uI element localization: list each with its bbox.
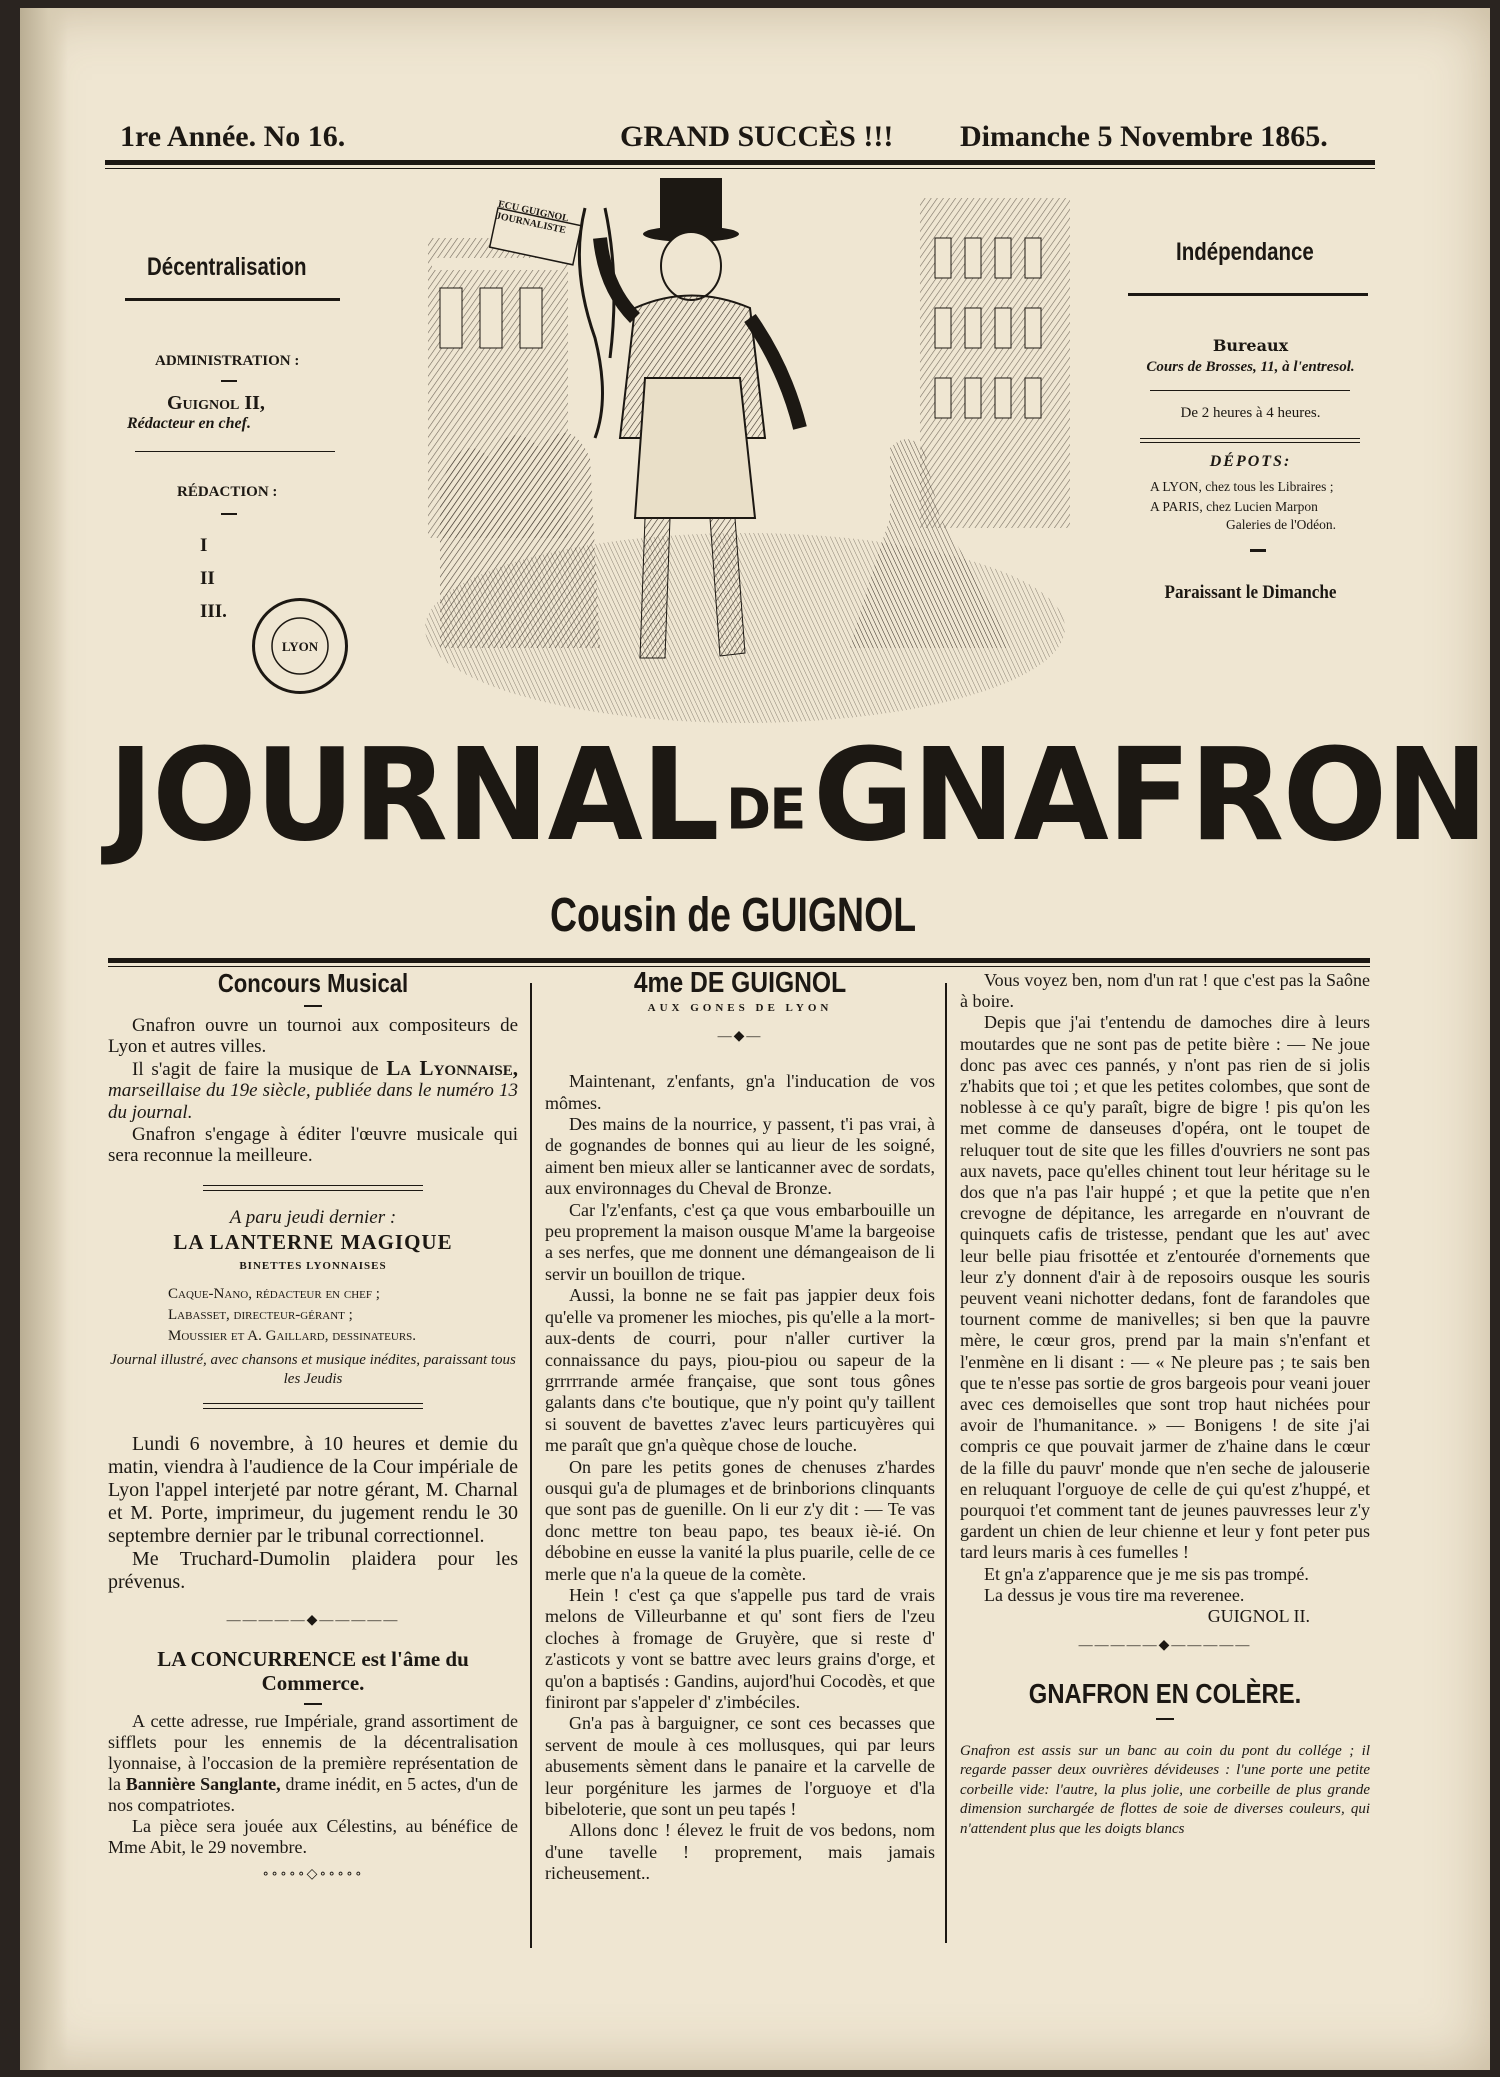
issue-number: 1re Année. No 16. [120, 120, 346, 153]
concurrence-p2: La pièce sera jouée aux Célestins, au bénéfice de Mme Abit, le 29 novembre. [108, 1816, 518, 1858]
dash [304, 1005, 322, 1007]
newspaper-page [20, 8, 1490, 2070]
concours-title: Concours Musical [217, 968, 409, 998]
col3-p3: Et gn'a z'apparence que je me sis pas trompé. [984, 1563, 1309, 1584]
concours-p2a: Il s'agit de faire la musique de [132, 1058, 379, 1080]
left-heading-rule [125, 298, 340, 301]
ornament: —◆— [717, 1028, 763, 1044]
depot-paris-odeon: Galeries de l'Odéon. [1226, 517, 1337, 532]
ornament: ∘∘∘∘∘◇∘∘∘∘∘ [262, 1867, 364, 1883]
concours-p2 [108, 1055, 519, 1124]
headline-success: GRAND SUCCÈS !!! [620, 120, 894, 153]
col3-p2: Depis que j'ai t'entendu de damoches dire à leurs moutardes que ne sont pas de petite bière : — Ne joue donc pas avec ces pannés, y n'ont pas rien de si jolis z'habits que toi ; et que les petites colombes, que sont de noblesse à ce qu'y paraît, bigre de bigre ! pis qu'on les met comme de danseuses d'opéra, ont le toupet de reluquer tout de site que les filles d'ouvriers ne sont pas aux navets, pace qu'elles chinent tout leur héritage su le dos que n'a pas l'air huppé ; et que la petite que n'en crevogne de dépitance, les arregarde en n'ouvrant de quinquets cafis de tristesse, pendant que les aut' avec leur belle piau frisottée et z'entourée d'ornements que leur z'y donnent d'air à de reposoirs ousque les souris peuvent veani nichotter dedans, font de farandoles que tournent comme de manivelles; si ben que la pauvre mère, le cœur gros, prend par la main s'n'enfant et l'enmène en li disant : — « Ne pleure pas ; te sais ben que te n'esse pas sortie de gros bargeois pour veani jouer avec ces demoiselles que sont trop haut nichées pour avoir de l'humanitance. » — Bonigens ! de site j'ai compris ce que pouvait jarmer de z'haine dans le cœur de la fille du pauvr' monde que n'en seche de jalouserie en reluquant l'orguoye de celle de çui qu'est z'huppé, et pourquoi t'et comment tant de jeunes pauvresses leur z'y gardent un chien de leur chienne et leur y font peter pus tard leurs maris à ces fumelles ! [960, 1012, 1370, 1563]
depot-lyon: A LYON, chez tous les Libraires ; [1150, 479, 1334, 494]
bureaux-address: Cours de Brosses, 11, à l'entresol. [1146, 359, 1355, 375]
masthead-journal: JOURNAL [108, 721, 718, 870]
masthead-de: DE [726, 776, 805, 843]
lanterne-desc: Journal illustré, avec chansons et musique inédites, paraissant tous les Jeudis [110, 1351, 516, 1387]
admin-name: Guignol II, [167, 392, 265, 414]
dash [221, 513, 237, 515]
banniere-sanglante: Bannière Sanglante, [125, 1774, 281, 1795]
depot-paris: A PARIS, chez Lucien Marpon [1150, 499, 1318, 514]
lanterne-title: LA LANTERNE MAGIQUE [173, 1230, 453, 1255]
column-1 [108, 968, 519, 1886]
dash [1156, 1718, 1174, 1720]
top-rule-thin [105, 168, 1375, 169]
depots-label: DÉPOTS: [1209, 453, 1292, 470]
admin-label: ADMINISTRATION : [155, 353, 300, 369]
redaction-item: III. [200, 601, 227, 622]
right-rule [1150, 390, 1350, 391]
lundi-p1: Lundi 6 novembre, à 10 heures et demie du matin, viendra à l'audience de la Cour impériale de Lyon l'appel interjeté par notre gérant, M. Charnal et M. Porte, imprimeur, du jugement rendu le 30 septembre dernier par le tribunal correctionnel. [108, 1432, 518, 1547]
right-heading: Indépendance [1176, 238, 1314, 266]
bureaux-hours: De 2 heures à 4 heures. [1180, 405, 1321, 421]
guignol-p2: Des mains de la nourrice, y passent, t'i pas vrai, à de gognandes de bonnes qui au lieur de les soigné, aiment ben mieux aller se lanticanner avec de sordats, aux environnages du Cheval de Bronze. [545, 1114, 935, 1199]
masthead-title [108, 721, 1487, 870]
masthead-subtitle: Cousin de GUIGNOL [550, 889, 917, 942]
column-divider [530, 983, 532, 1948]
lanterne-intro: A paru jeudi dernier : [229, 1206, 397, 1228]
concours-p3: Gnafron s'engage à éditer l'œuvre musicale qui sera reconnue la meilleure. [108, 1123, 518, 1167]
lundi-p2: Me Truchard-Dumolin plaidera pour les prévenus. [108, 1547, 518, 1593]
binding-gutter [20, 8, 68, 2070]
svg-text:LYON: LYON [281, 639, 319, 654]
masthead-rule [108, 958, 1370, 963]
left-heading: Décentralisation [147, 253, 307, 281]
dash [1250, 549, 1266, 552]
right-info-box [1128, 238, 1373, 604]
guignol-title: 4me DE GUIGNOL [633, 967, 847, 999]
section-rule [203, 1190, 423, 1191]
redaction-label: RÉDACTION : [177, 484, 278, 500]
redaction-item: I [200, 535, 208, 556]
guignol-p5: On pare les petits gones de chenuses z'hardes ousqui gu'a de plumages et de brinborions clinquants que sont pas de guenille. On li eur z'y dit : — Te vas donc mettre ton beau papo, tes beaux iè-ié. On débobine en eusse la vanité la plus puarile, celle de ce merle que n'a la queue de la comète. [545, 1456, 935, 1584]
parution: Paraissant le Dimanche [1164, 582, 1337, 603]
concours-p2b: marseillaise du 19e siècle, publiée dans le numéro 13 du journal. [108, 1080, 518, 1123]
guignol-p3: Car l'z'enfants, c'est ça que vous embarbouille un peu proprement la maison ousque M'ame la bargeoise a ses nerfes, que me donnent une démangeaison de li servir un bouillon de trique. [545, 1199, 935, 1284]
issue-date: Dimanche 5 Novembre 1865. [960, 120, 1328, 153]
lanterne-sub: BINETTES LYONNAISES [239, 1259, 387, 1272]
illustration-sign-text: ECU GUIGNOL JOURNALISTE [494, 198, 570, 237]
guignol-p6: Hein ! c'est ça que s'appelle pus tard de vrais melons de Villeurbanne et qu' sont fiers de l'zeu cloches à fromage de Gruyère, que si reste d' z'asticots y vont se battre avec leurs grains d'orge, et qu'on a baptisés : Gandins, aujord'hui Cocodès, et que finiront par s'appeler d' z'imbéciles. [545, 1584, 935, 1712]
guignol-subtitle: AUX GONES DE LYON [647, 1002, 833, 1015]
library-stamp [252, 598, 348, 694]
double-rule [1140, 438, 1360, 443]
bureaux-label: Bureaux [1212, 336, 1289, 355]
lanterne-line: Labasset, directeur-gérant ; [168, 1306, 353, 1323]
column-divider [945, 983, 947, 1943]
right-heading-rule [1128, 293, 1368, 296]
concurrence-p1b: drame inédit, en 5 actes, d'un de nos compatriotes. [108, 1774, 519, 1816]
dash [304, 1703, 322, 1705]
concurrence-title: LA CONCURRENCE est l'âme du Commerce. [157, 1647, 469, 1696]
lanterne-line: Moussier et A. Gaillard, dessinateurs. [168, 1327, 417, 1344]
section-rule [203, 1403, 423, 1404]
guignol-p7: Gn'a pas à barguigner, ce sont ces becasses que servent de moule à ces mollusques, qui par leurs abusements sèment dans le panaire et la carvelle de leur porgéniture les jarmes de l'orguoye et d'la bibeloterie, que sont un peu tapés ! [545, 1713, 935, 1820]
concours-p1: Gnafron ouvre un tournoi aux compositeurs de Lyon et autres villes. [108, 1014, 518, 1058]
redaction-item: II [200, 568, 215, 589]
guignol-p4: Aussi, la bonne ne se fait pas jappier deux fois qu'elle va promener les mioches, pis qu'elle a la mort-aux-dents de courri, pour n'aller curtiver la connaissance du pays, piou-piou ou sapeur de la grrrrrande armée française, que sont tous gônes galants dans c'te boutique, que n'y point qu'y taillent si souvent de bavettes z'avec leurs particuyères qui me paraît que gn'a quèque chose de louche. [545, 1285, 935, 1456]
ornament: —————◆————— [1078, 1638, 1252, 1654]
dash [221, 380, 237, 382]
section-rule [203, 1185, 423, 1186]
signature: GUIGNOL II. [1207, 1606, 1310, 1627]
guignol-p1: Maintenant, z'enfants, gn'a l'inducation de vos mômes. [545, 1071, 935, 1113]
engraving [420, 178, 1070, 723]
column-3 [960, 970, 1370, 1840]
lanterne-line: Caque-Nano, rédacteur en chef ; [168, 1285, 380, 1302]
left-rule [135, 451, 335, 452]
guignol-p8: Allons donc ! élevez le fruit de vos bedons, nom d'une tavelle ! proprement, mais jamais richeusement.. [545, 1820, 935, 1884]
section-rule [203, 1408, 423, 1409]
concurrence-p1 [108, 1711, 518, 1816]
ornament: —————◆————— [226, 1612, 400, 1628]
left-info-box [125, 253, 345, 628]
col3-p1: Vous voyez ben, nom d'un rat ! que c'est pas la Saône à boire. [960, 970, 1370, 1012]
admin-role: Rédacteur en chef. [127, 415, 251, 432]
colere-title: GNAFRON EN COLÈRE. [1028, 1677, 1302, 1709]
la-lyonnaise: La Lyonnaise, [386, 1055, 519, 1080]
col3-p4: La dessus je vous tire ma reverenee. [984, 1584, 1245, 1605]
concurrence-p1a: A cette adresse, rue Impériale, grand assortiment de sifflets pour les ennemis de la décentralisation lyonnaise, à l'occasion de la première représentation de la [108, 1711, 518, 1795]
stamp-graphic [255, 601, 345, 691]
colere-intro: Gnafron est assis sur un banc au coin du pont du collége ; il regarde passer deux ouvrières dévideuses : l'une porte une petite corbeille vide: l'autre, la plus jolie, une corbeille de plus grande dimension surchargée de flottes de soie de diverses couleurs, qui n'attendent plus que les doigts blancs [960, 1742, 1370, 1838]
illustration-gnafron [420, 178, 1070, 723]
top-rule [105, 160, 1375, 165]
column-2 [545, 967, 935, 1885]
masthead-gnafron: GNAFRON [812, 721, 1487, 870]
